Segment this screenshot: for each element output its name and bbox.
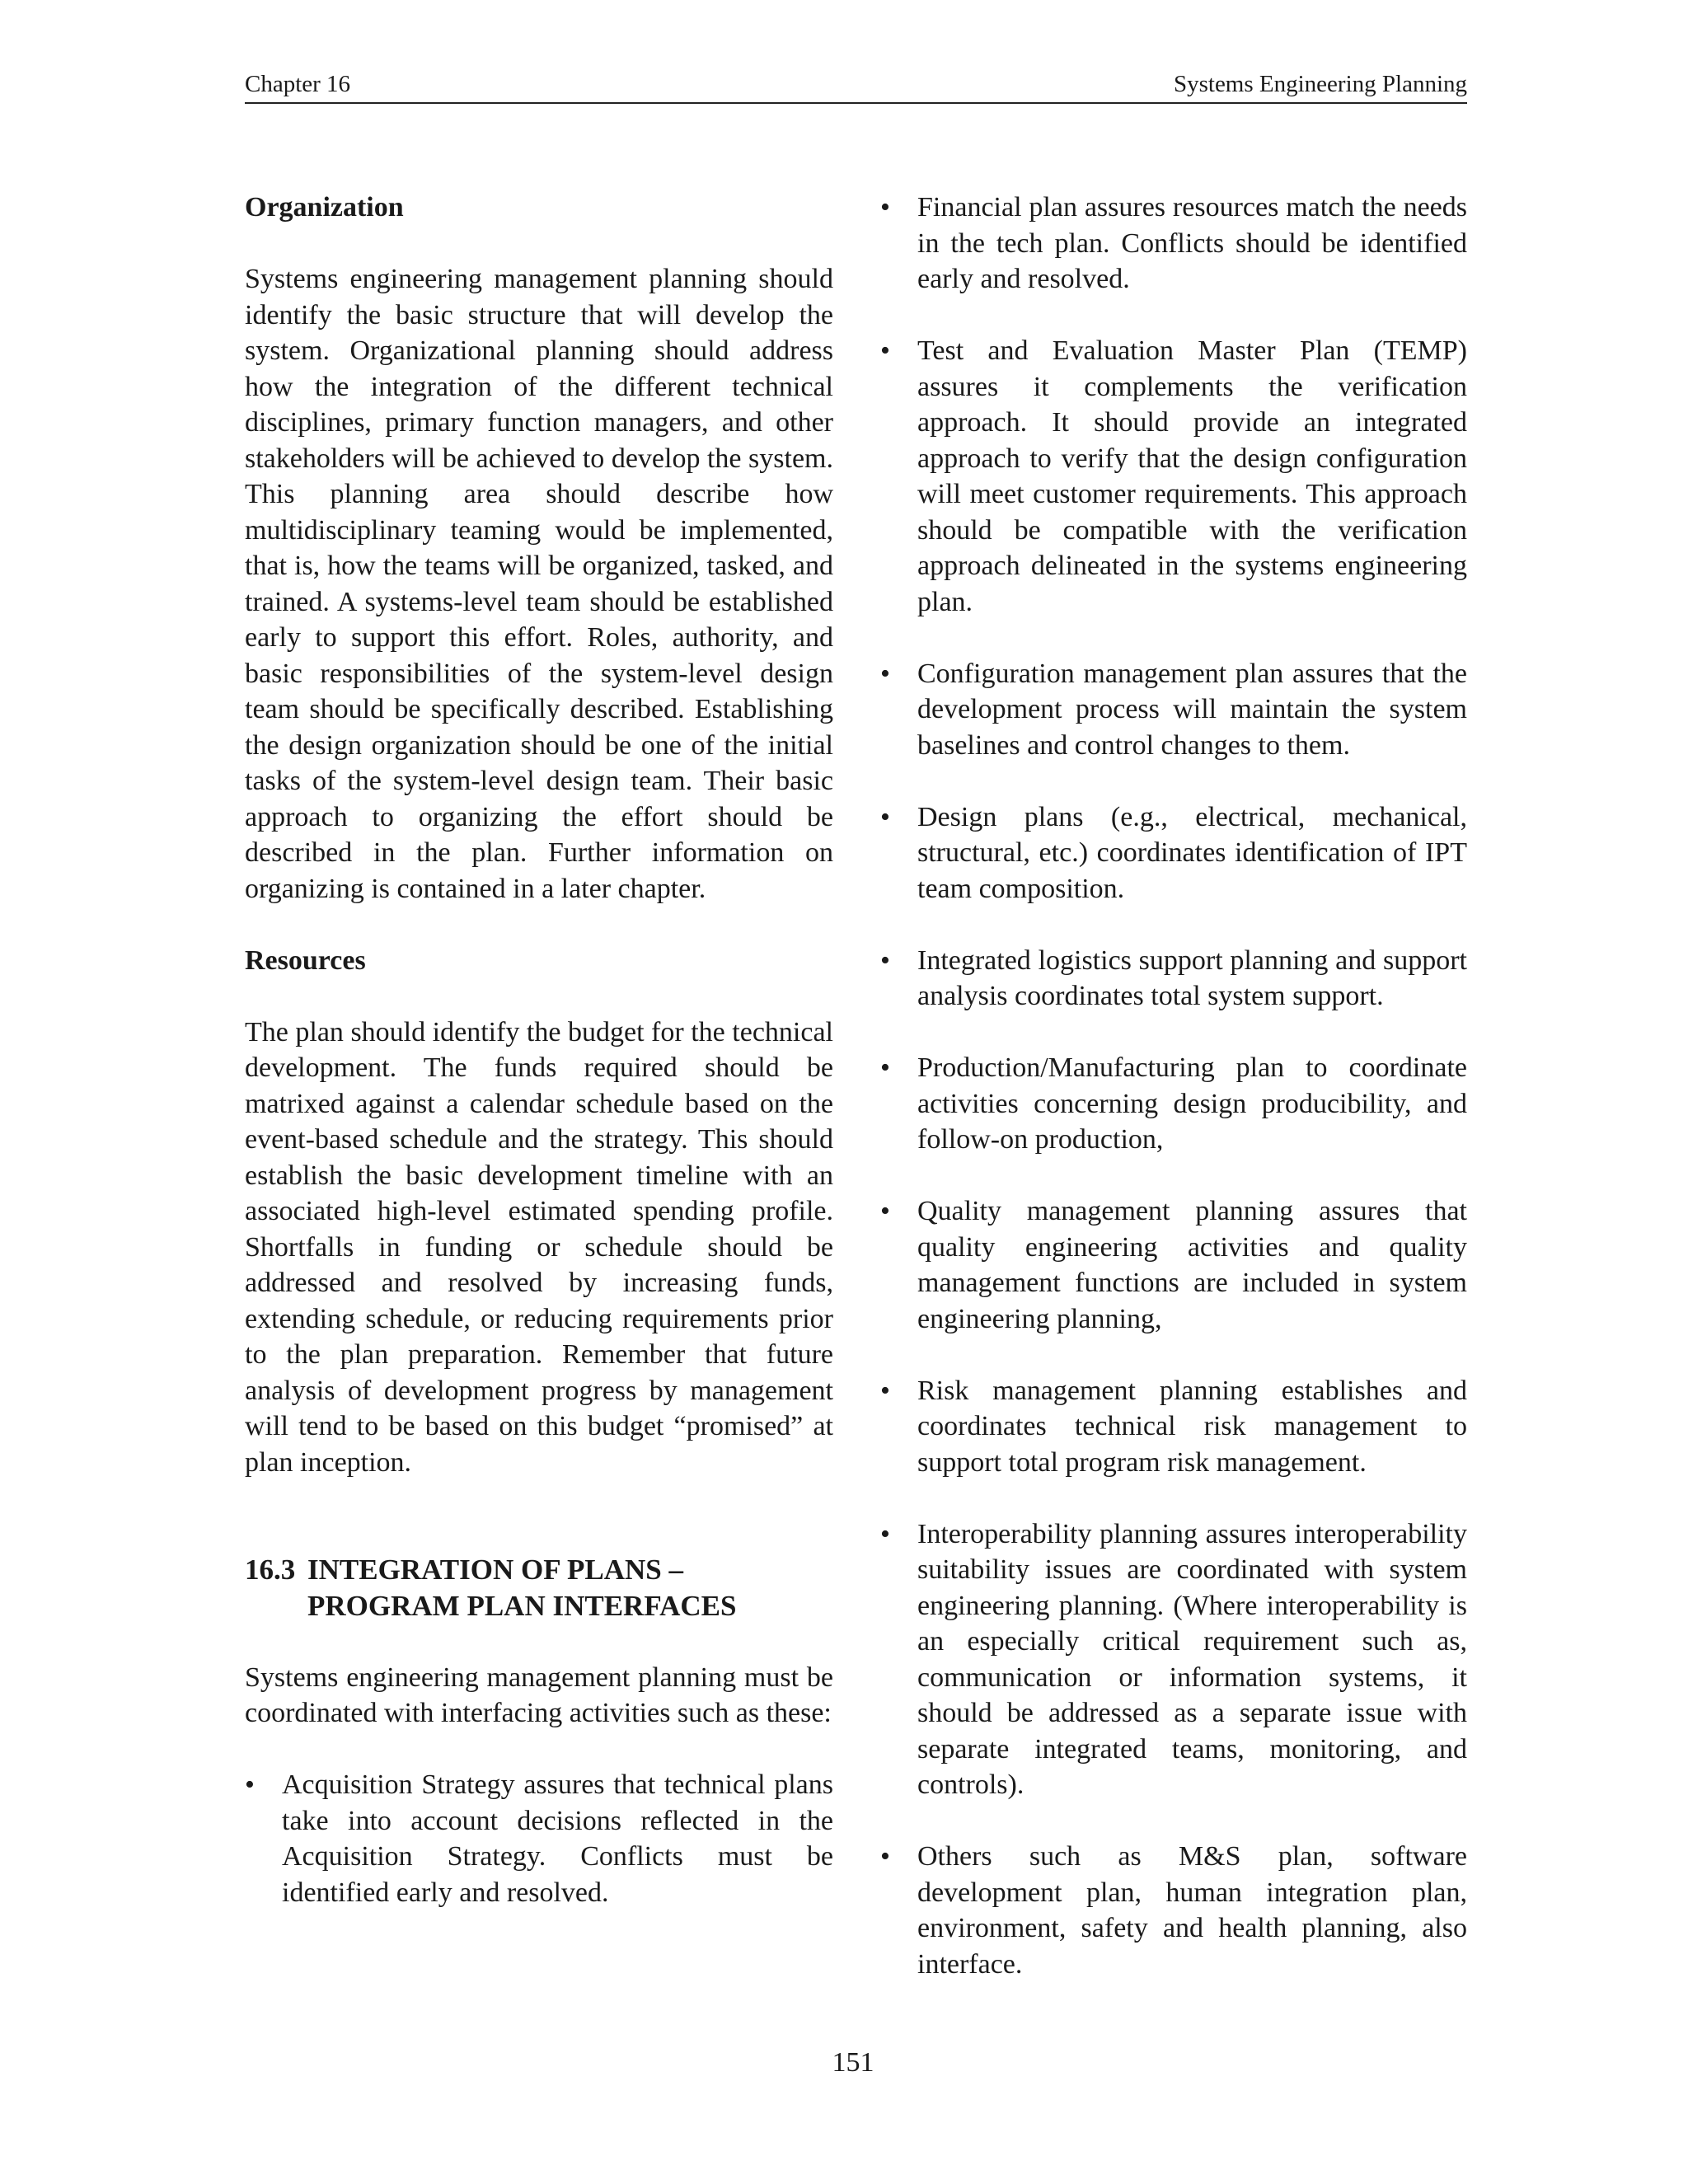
bullet-item <box>880 190 1467 298</box>
bullet-text: Quality management planning assures that quality engineering activities and quality management functions are included in system engineering planning, <box>917 1196 1467 1334</box>
bullet-text: Integrated logistics support planning and support analysis coordinates total system support. <box>917 944 1467 1011</box>
section-title-line2: PROGRAM PLAN INTERFACES <box>307 1589 737 1622</box>
bullet-text: Test and Evaluation Master Plan (TEMP) assures it complements the verification approach. It should provide an integrated approach to verify that the design configuration will meet customer requirements. This approach should be compatible with the verification approach delineated in the systems engineering plan. <box>917 335 1467 617</box>
bullet-item <box>880 1839 1467 1982</box>
section-intro: Systems engineering management planning must be coordinated with interfacing activities such as these: <box>245 1661 833 1728</box>
bullet-item <box>880 656 1467 764</box>
bullet-icon: • <box>880 1196 890 1226</box>
bullet-text: Financial plan assures resources match the needs in the tech plan. Conflicts should be identified early and resolved. <box>917 192 1467 294</box>
bullet-icon: • <box>880 658 890 689</box>
bullet-text: Risk management planning establishes and coordinates technical risk management to support total program risk management. <box>917 1375 1467 1478</box>
bullet-icon: • <box>880 1841 890 1872</box>
bullet-text: Production/Manufacturing plan to coordinate activities concerning design producibility, and follow-on production, <box>917 1052 1467 1155</box>
bullet-text: Interoperability planning assures interoperability suitability issues are coordinated with system engineering planning. (Where interoperability is an especially critical requirement such as, communication or information systems, it should be addressed as a separate issue with separate integrated teams, monitoring, and controls). <box>917 1518 1467 1800</box>
organization-heading: Organization <box>245 192 404 223</box>
header-chapter: Chapter 16 <box>245 71 351 97</box>
header-title: Systems Engineering Planning <box>1173 71 1467 97</box>
bullet-text: Others such as M&S plan, software development plan, human integration plan, environment, safety and health planning, also interface. <box>917 1841 1467 1980</box>
bullet-item <box>880 799 1467 907</box>
bullet-icon: • <box>880 944 890 976</box>
organization-paragraph: Systems engineering management planning should identify the basic structure that will develop the system. Organizational planning should address how the integration of the different technical disciplines, primary function managers, and other stakeholders will be achieved to develop the system. This planning area should describe how multidisciplinary teaming would be implemented, that is, how the teams will be organized, tasked, and trained. A systems-level team should be established early to support this effort. Roles, authority, and basic responsibilities of the system-level design team should be specifically described. Establishing the design organization should be one of the initial tasks of the system-level design team. Their basic approach to organizing the effort should be described in the plan. Further information on organizing is contained in a later chapter. <box>245 264 833 904</box>
page-number: 151 <box>832 2047 874 2078</box>
bullet-item <box>880 333 1467 620</box>
resources-paragraph: The plan should identify the budget for the technical development. The funds required should be matrixed against a calendar schedule based on the event-based schedule and the strategy. This should establish the basic development timeline with an associated high-level estimated spending profile. Shortfalls in funding or schedule should be addressed and resolved by increasing funds, extending schedule, or reducing requirements prior to the plan preparation. Remember that future analysis of development progress by management will tend to be based on this budget “promised” at plan inception. <box>245 1016 833 1478</box>
section-number: 16.3 <box>245 1554 296 1586</box>
section-heading <box>245 1552 833 1624</box>
bullet-icon: • <box>880 335 890 366</box>
bullet-text: Acquisition Strategy assures that technical plans take into account decisions reflected in the Acquisition Strategy. Conflicts must be identified early and resolved. <box>282 1769 833 1908</box>
section-title-line1: INTEGRATION OF PLANS – <box>307 1554 684 1586</box>
running-header <box>245 66 1467 104</box>
bullet-item <box>880 1373 1467 1481</box>
bullet-item <box>880 943 1467 1015</box>
left-column <box>245 190 833 1910</box>
bullet-text: Configuration management plan assures that the development process will maintain the system baselines and control changes to them. <box>917 658 1467 761</box>
bullet-item <box>880 1050 1467 1158</box>
bullet-icon: • <box>880 1518 890 1549</box>
bullet-icon: • <box>245 1769 255 1800</box>
resources-heading: Resources <box>245 944 366 976</box>
bullet-item <box>880 1516 1467 1803</box>
right-column <box>880 190 1467 1982</box>
bullet-icon: • <box>880 1052 890 1083</box>
bullet-icon: • <box>880 801 890 832</box>
bullet-icon: • <box>880 192 890 223</box>
bullet-item <box>880 1193 1467 1337</box>
bullet-text: Design plans (e.g., electrical, mechanical, structural, etc.) coordinates identification of IPT team composition. <box>917 801 1467 904</box>
bullet-icon: • <box>880 1375 890 1406</box>
bullet-item <box>245 1767 833 1910</box>
